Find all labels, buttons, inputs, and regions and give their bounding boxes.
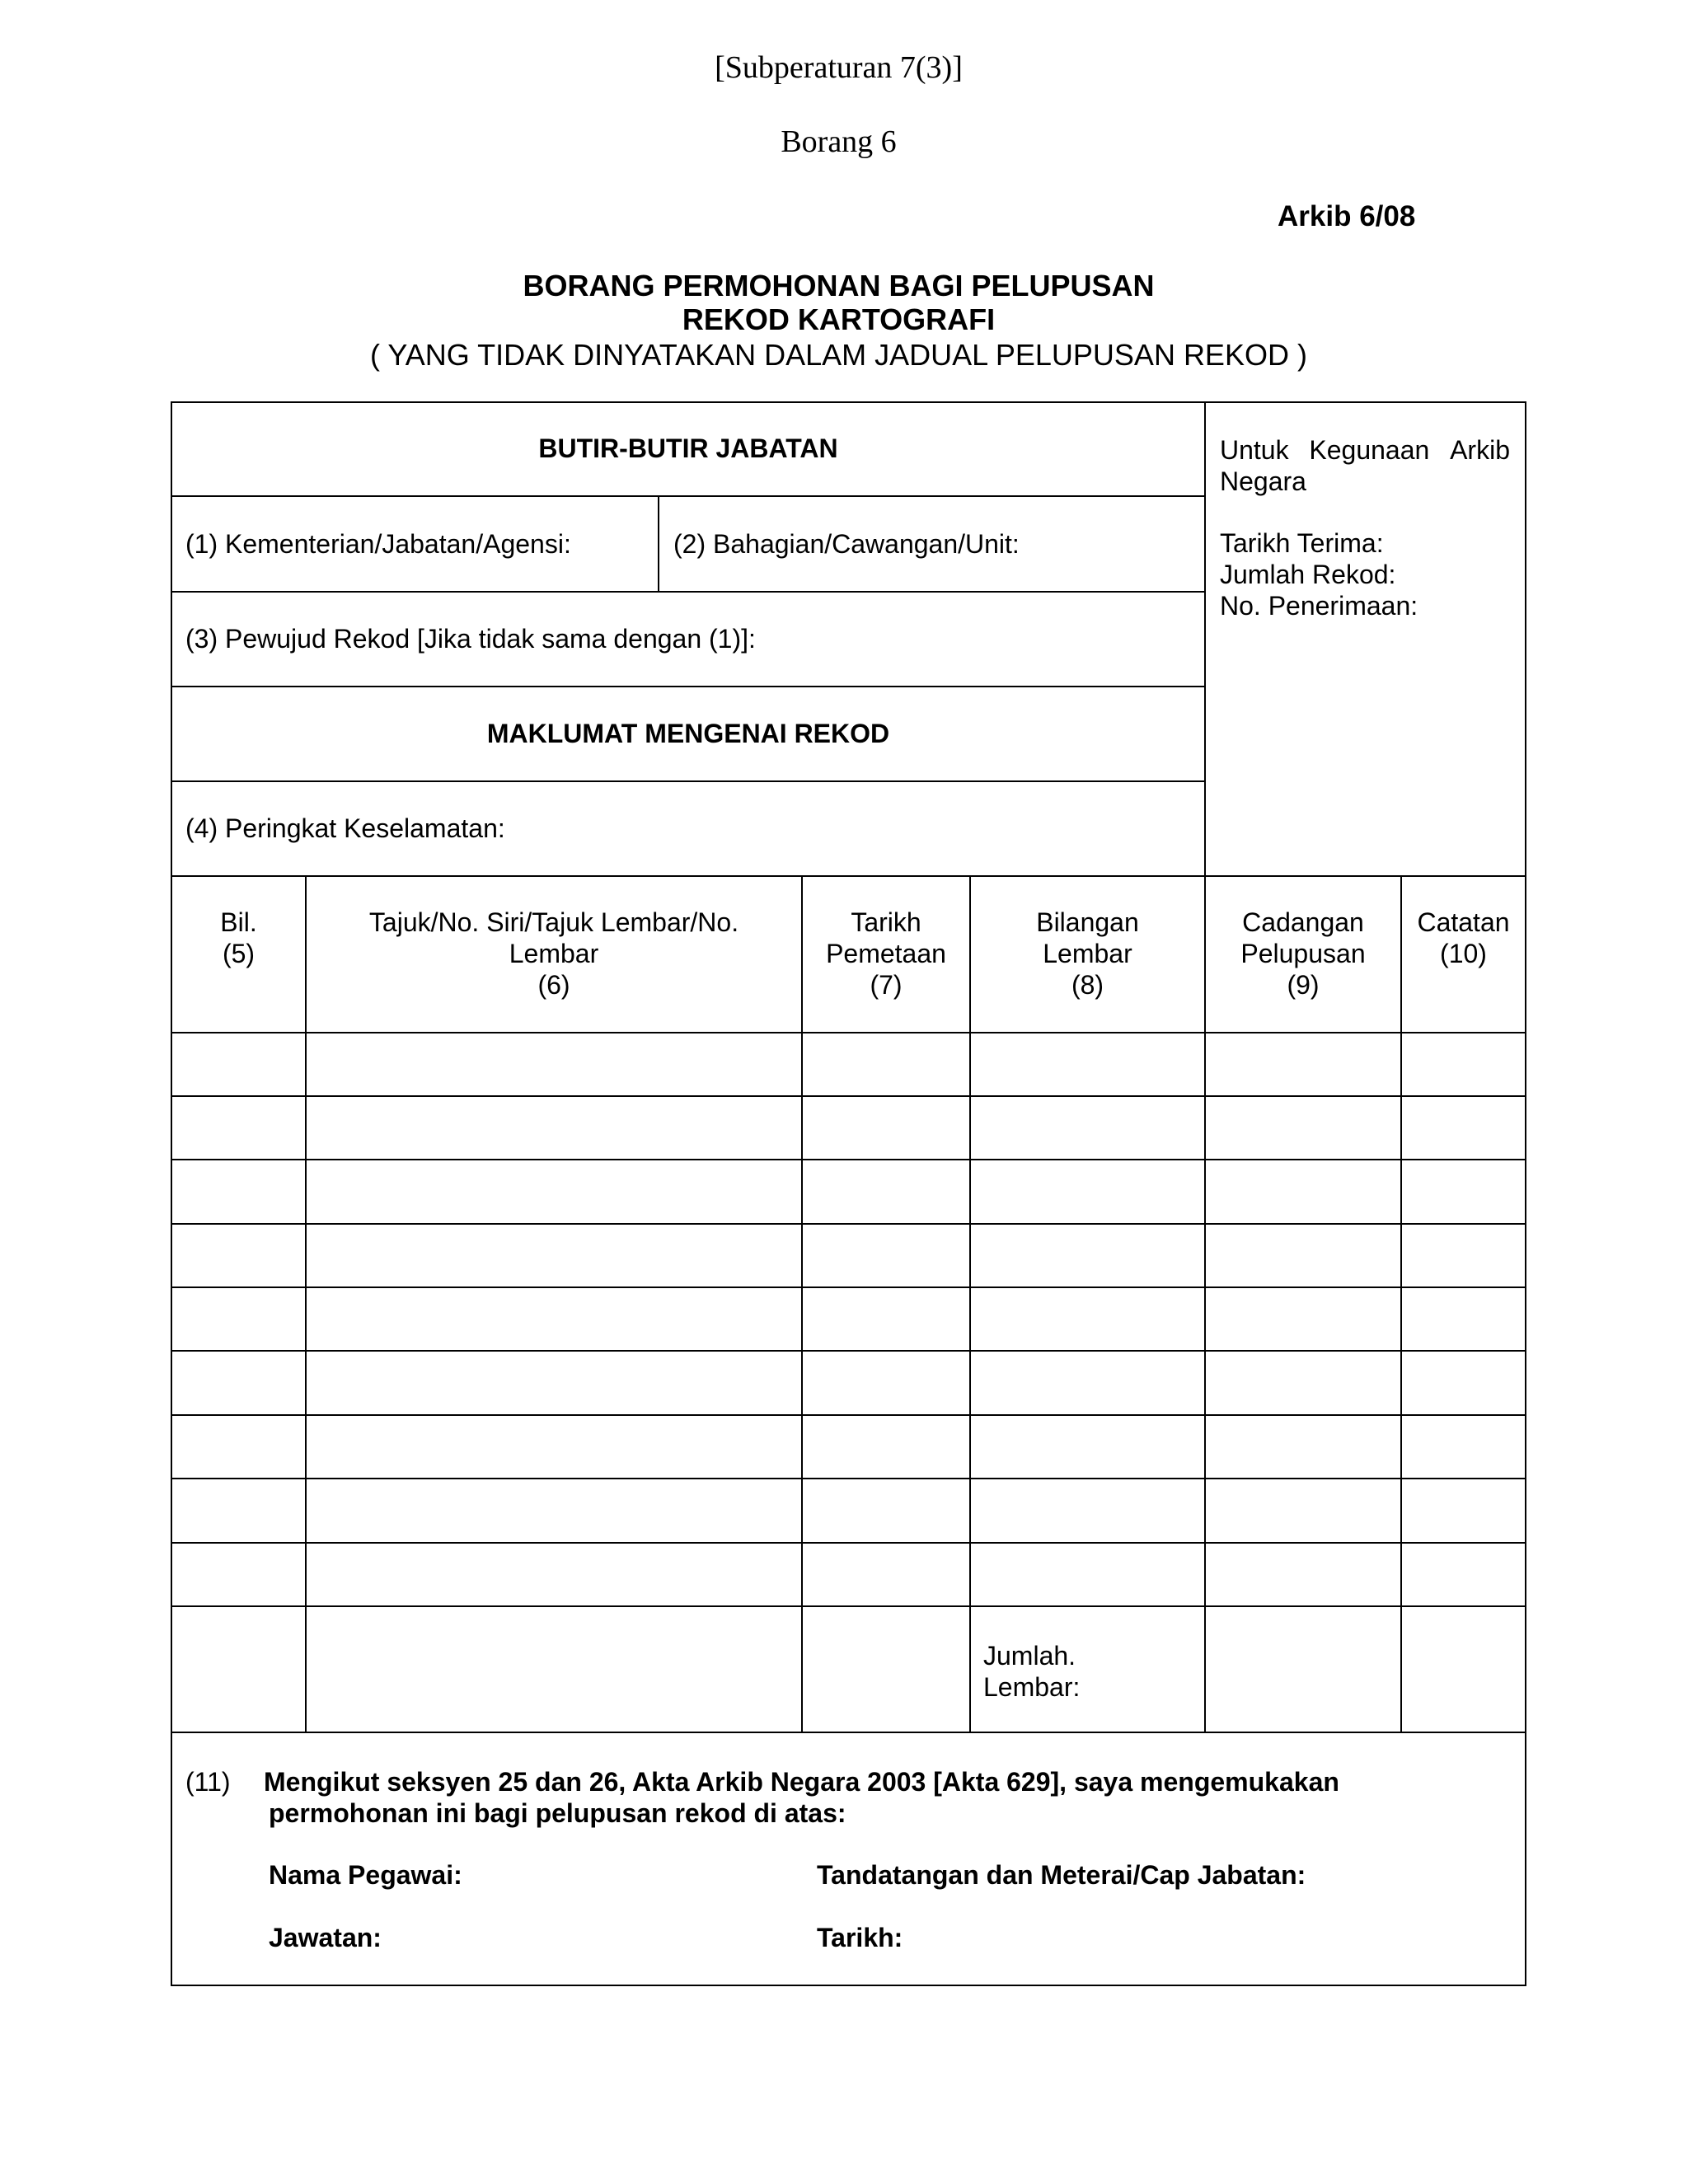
table-row[interactable]	[172, 1352, 1525, 1414]
archive-use-title-word: Untuk	[1220, 435, 1289, 465]
signature-label: Tandatangan dan Meterai/Cap Jabatan:	[817, 1860, 1306, 1890]
record-creator-label: (3) Pewujud Rekod [Jika tidak sama dengan (1)]:	[185, 624, 756, 654]
divider	[171, 686, 1206, 687]
column-header-remarks: Catatan (10)	[1417, 907, 1510, 968]
table-row[interactable]	[172, 1225, 1525, 1286]
record-creator-field[interactable]	[172, 593, 1204, 686]
archive-use-title-word: Arkib	[1450, 435, 1510, 465]
table-border-bottom	[171, 1985, 1526, 1986]
reference-code: Arkib 6/08	[1278, 200, 1416, 232]
department-section-title: BUTIR-BUTIR JABATAN	[538, 434, 838, 463]
column-header-title: Tajuk/No. Siri/Tajuk Lembar/No. Lembar (6)	[368, 907, 739, 1000]
records-info-section-title: MAKLUMAT MENGENAI REKOD	[486, 719, 890, 748]
column-header-disposal-recommendation: Cadangan Pelupusan (9)	[1240, 907, 1366, 1000]
table-row[interactable]	[172, 1097, 1525, 1159]
form-title-line1: BORANG PERMOHONAN BAGI PELUPUSAN	[523, 269, 1155, 302]
ministry-label: (1) Kementerian/Jabatan/Agensi:	[185, 529, 571, 559]
date-received-label: Tarikh Terima:	[1220, 528, 1384, 558]
division-field[interactable]	[659, 497, 1204, 591]
archive-use-title-word: Kegunaan	[1309, 435, 1430, 465]
table-row[interactable]	[172, 1033, 1525, 1095]
position-label: Jawatan:	[269, 1923, 382, 1952]
division-label: (2) Bahagian/Cawangan/Unit:	[673, 529, 1020, 559]
record-count-label: Jumlah Rekod:	[1220, 560, 1396, 589]
table-row[interactable]	[172, 1416, 1525, 1478]
divider	[1204, 401, 1206, 877]
table-border-top	[171, 401, 1526, 403]
declaration-text-line1: Mengikut seksyen 25 dan 26, Akta Arkib Negara 2003 [Akta 629], saya mengemukakan	[264, 1767, 1339, 1797]
form-subtitle: ( YANG TIDAK DINYATAKAN DALAM JADUAL PELUPUSAN REKOD )	[370, 338, 1307, 372]
archive-use-title-line2: Negara	[1220, 466, 1306, 496]
ministry-field[interactable]	[172, 497, 658, 591]
table-border-right	[1525, 401, 1526, 1986]
table-row[interactable]	[172, 1288, 1525, 1350]
table-row[interactable]	[172, 1544, 1525, 1605]
officer-name-label: Nama Pegawai:	[269, 1860, 462, 1890]
divider	[171, 1605, 1526, 1607]
column-header-sheet-count: Bilangan Lembar (8)	[1036, 907, 1139, 1000]
total-sheets-label: Jumlah. Lembar:	[983, 1641, 1081, 1702]
date-label: Tarikh:	[817, 1923, 903, 1952]
divider	[171, 875, 1526, 877]
security-level-label: (4) Peringkat Keselamatan:	[185, 813, 505, 843]
sub-regulation-reference: [Subperaturan 7(3)]	[715, 50, 963, 85]
column-header-number: Bil. (5)	[220, 907, 257, 968]
column-header-mapping-date: Tarikh Pemetaan (7)	[826, 907, 946, 1000]
form-title-line2: REKOD KARTOGRAFI	[682, 302, 996, 336]
archive-use-title	[1220, 434, 1510, 466]
declaration-number: (11)	[185, 1767, 231, 1797]
table-row[interactable]	[172, 1479, 1525, 1542]
declaration-text-line2: permohonan ini bagi pelupusan rekod di atas:	[269, 1798, 846, 1828]
acceptance-number-label: No. Penerimaan:	[1220, 591, 1418, 621]
security-level-field[interactable]	[172, 782, 1204, 875]
form-number: Borang 6	[781, 124, 897, 159]
divider	[171, 1732, 1526, 1733]
table-row[interactable]	[172, 1160, 1525, 1223]
